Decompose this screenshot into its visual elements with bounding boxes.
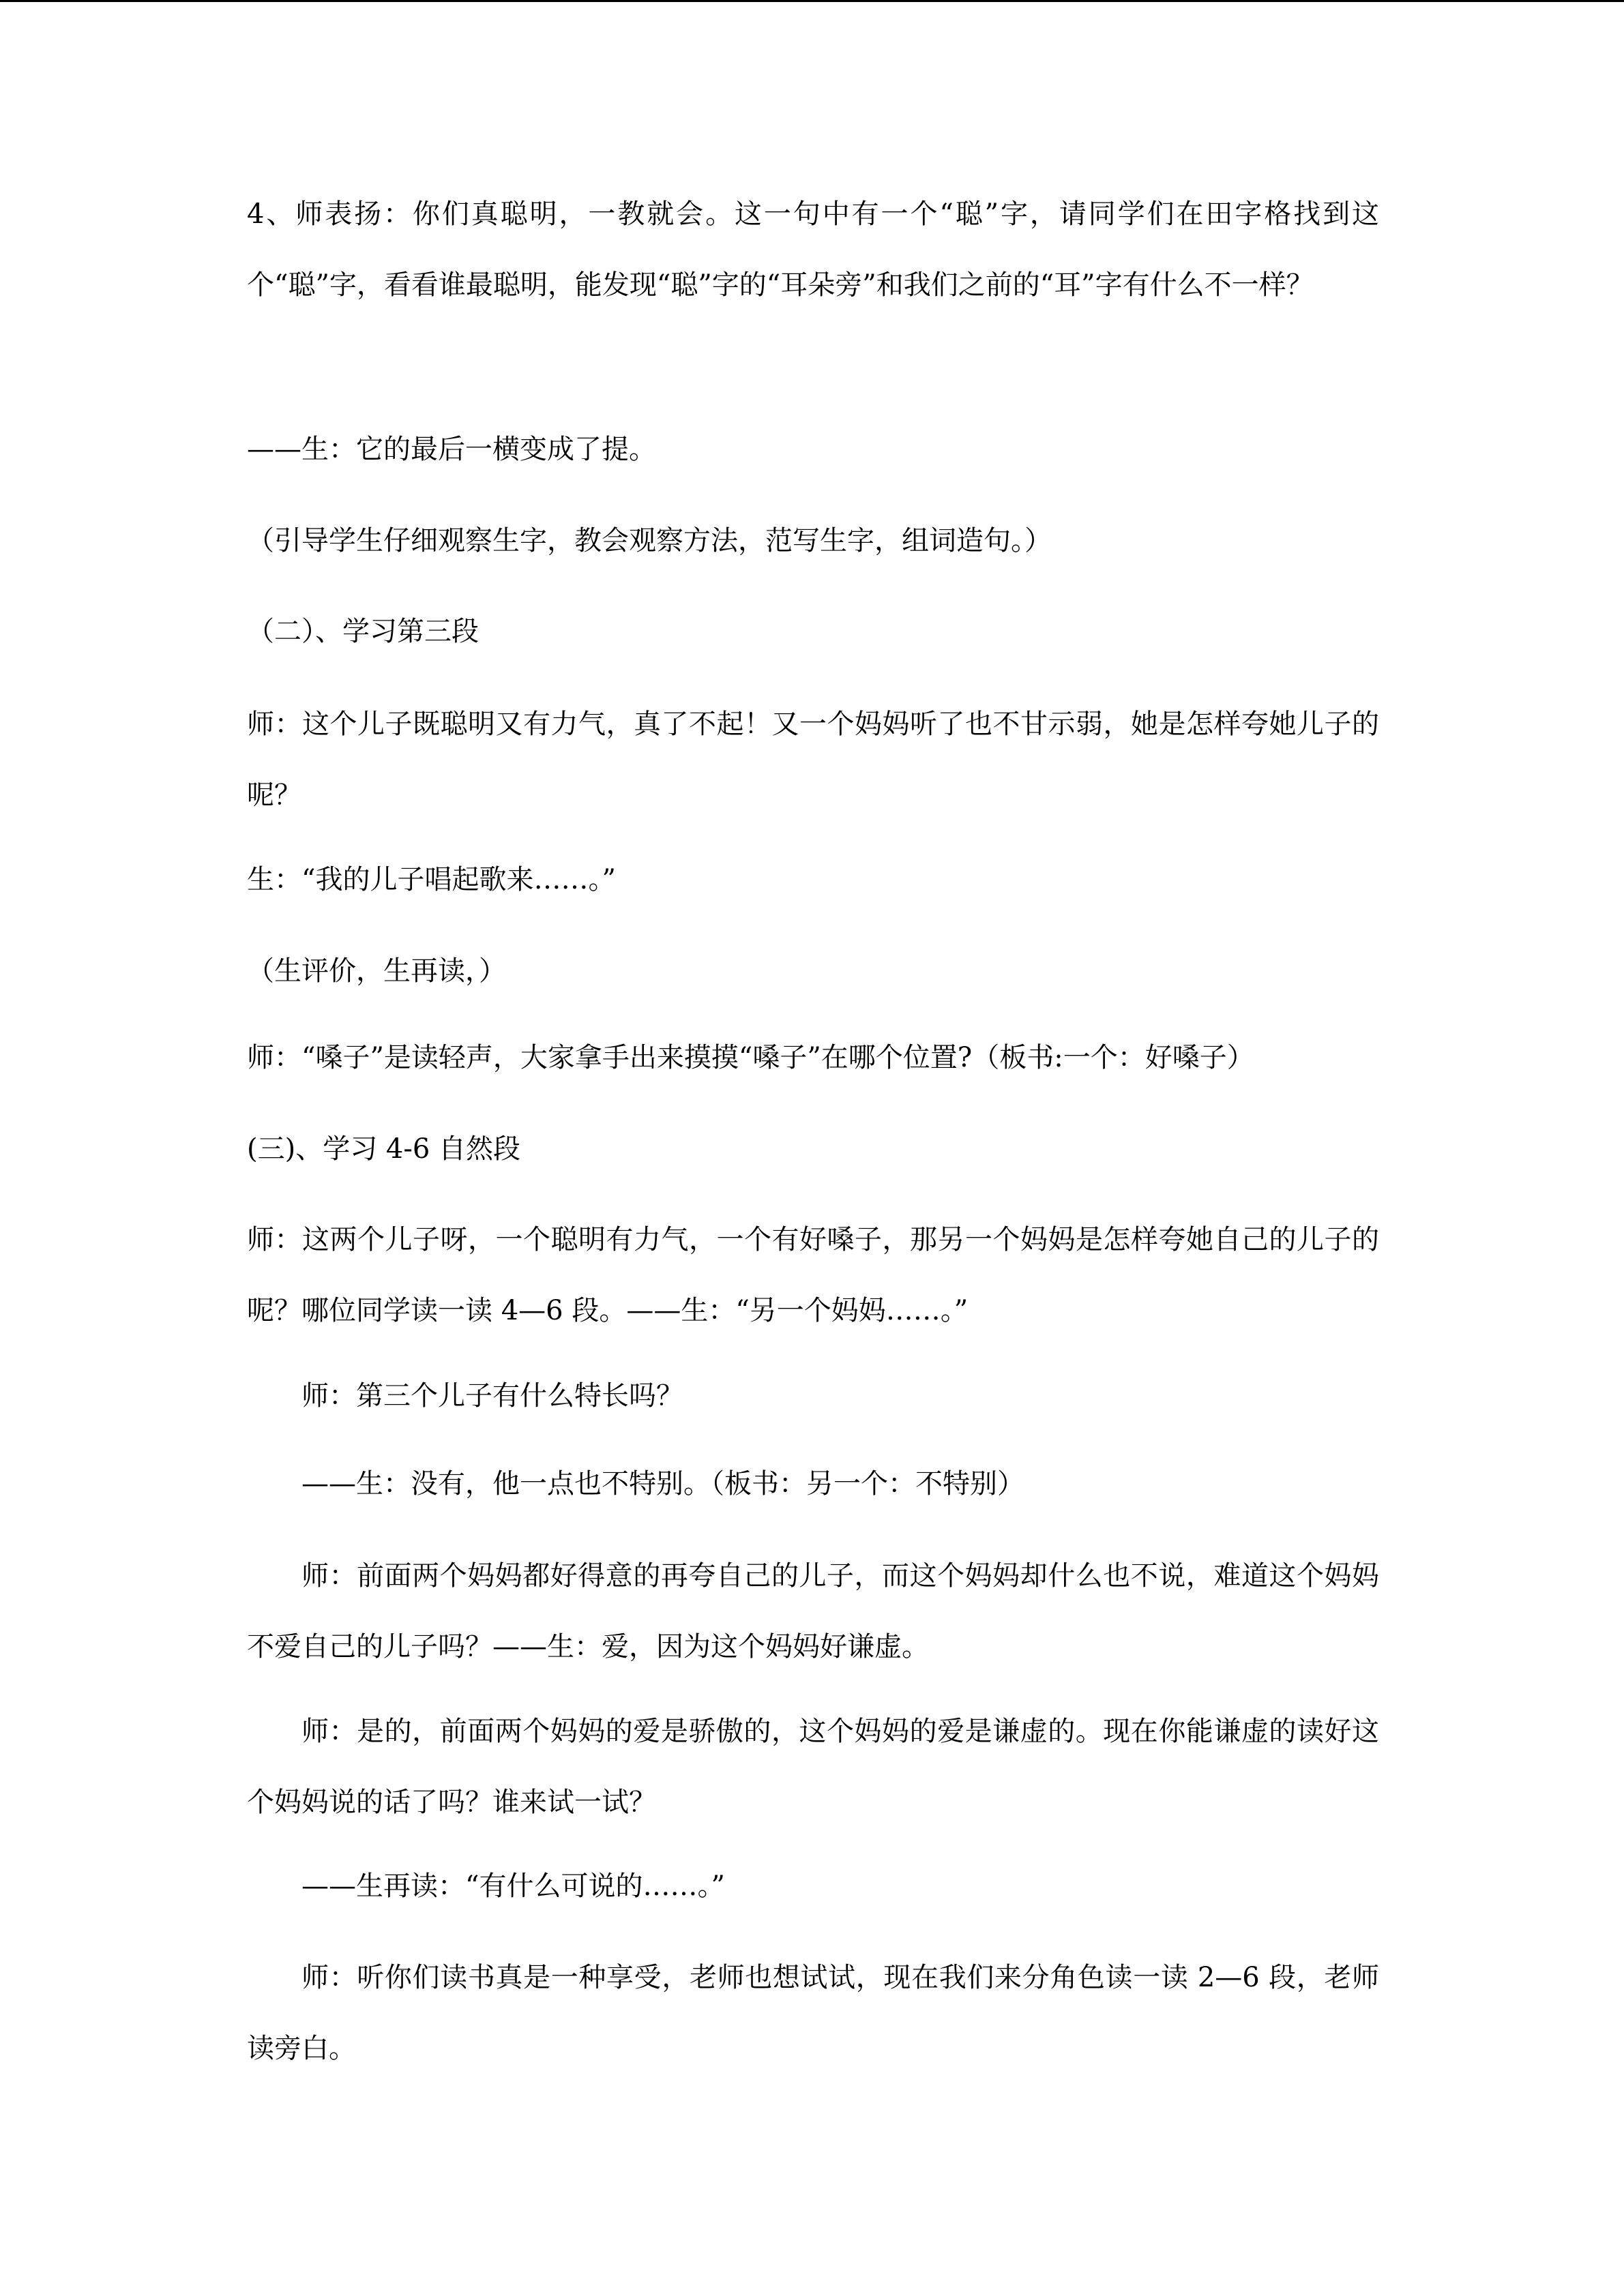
paragraph-teacher-modest-mother: 师：前面两个妈妈都好得意的再夸自己的儿子，而这个妈妈却什么也不说，难道这个妈妈不爱自己的儿子吗？——生：爱，因为这个妈妈好谦虚。 — [247, 1560, 1379, 1663]
paragraph-guide-observe: （引导学生仔细观察生字，教会观察方法，范写生字，组词造句。） — [247, 525, 1052, 556]
paragraph-teacher-sangzi: 师：“嗓子”是读轻声，大家拿手出来摸摸“嗓子”在哪个位置?（板书:一个：好嗓子） — [247, 1042, 1254, 1073]
paragraph-praise-cong: 4、师表扬：你们真聪明，一教就会。这一句中有一个“聪”字，请同学们在田字格找到这个“聪”字，看看谁最聪明，能发现“聪”字的“耳朵旁”和我们之前的“耳”字有什么不一样？ — [247, 198, 1379, 301]
paragraph-teacher-role-reading: 师：听你们读书真是一种享受，老师也想试试，现在我们来分角色读一读 2—6 段，老师读旁白。 — [247, 1962, 1379, 2064]
paragraph-student-answer-ti: ——生：它的最后一横变成了提。 — [247, 434, 656, 465]
paragraph-teacher-third-mother: 师：这两个儿子呀，一个聪明有力气，一个有好嗓子，那另一个妈妈是怎样夸她自己的儿子的呢？哪位同学读一读 4—6 段。——生：“另一个妈妈……。” — [247, 1224, 1379, 1326]
paragraph-student-reading-song: 生：“我的儿子唱起歌来……。” — [247, 864, 616, 895]
paragraph-student-evaluate: （生评价，生再读，） — [247, 955, 506, 987]
section-heading-part-two: （二）、学习第三段 — [247, 616, 479, 647]
paragraph-teacher-question-son: 师：这个儿子既聪明又有力气，真了不起！又一个妈妈听了也不甘示弱，她是怎样夸她儿子的呢？ — [247, 709, 1379, 811]
section-heading-part-three: (三)、学习 4-6 自然段 — [247, 1133, 521, 1165]
paragraph-teacher-specialty: 师：第三个儿子有什么特长吗？ — [301, 1380, 683, 1412]
page-top-border — [0, 0, 1624, 2]
paragraph-teacher-proud-love: 师：是的，前面两个妈妈的爱是骄傲的，这个妈妈的爱是谦虚的。现在你能谦虚的读好这个妈妈说的话了吗？谁来试一试？ — [247, 1716, 1379, 1818]
paragraph-student-not-special: ——生：没有，他一点也不特别。（板书：另一个：不特别） — [301, 1468, 1024, 1500]
paragraph-student-reread: ——生再读：“有什么可说的……。” — [301, 1870, 725, 1902]
